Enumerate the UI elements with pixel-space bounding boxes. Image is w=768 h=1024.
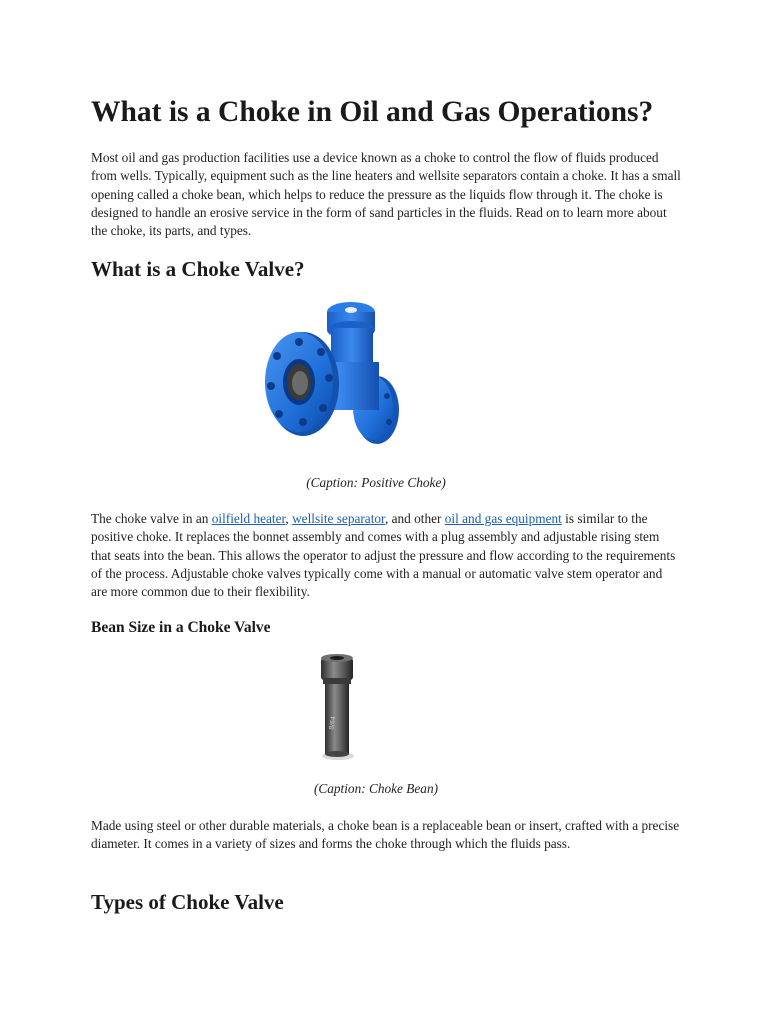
svg-text:8/64: 8/64 [328,715,338,731]
intro-paragraph: Most oil and gas production facilities use a device known as a choke to control the flow of fluids produced from wells. Typically, equipment such as the line heaters and wellsite separators contain a choke. It has a small opening called a choke bean, which helps to reduce the pressure as the liquids flow through it. The choke is designed to handle an erosive service in the form of sand particles in the fluids. Read on to learn more about the choke, its parts, and types. [91,150,681,239]
para-text: is similar to the positive choke. It replaces the bonnet assembly and comes with a plug assembly and adjustable rising stem that seats into the bean. This allows the operator to adjust the pressure and flow according to the requirements of the process. Adjustable choke valves typically come with a manual or automatic valve stem operator and are more common due to their flexibility. [91,511,676,600]
choke-bean-image [303,652,373,764]
section-heading-choke-valve: What is a Choke Valve? [91,257,305,281]
positive-choke-image [259,290,419,460]
caption-choke-bean: (Caption: Choke Bean) [313,781,439,796]
para-text: The choke valve in an [91,511,212,526]
subsection-heading-bean-size: Bean Size in a Choke Valve [91,619,271,636]
para-text: , [285,511,293,526]
page-title: What is a Choke in Oil and Gas Operations? [91,96,654,128]
link-oilfield-heater[interactable]: oilfield heater [211,511,286,526]
link-wellsite-separator[interactable]: wellsite separator [292,511,385,526]
choke-bean-paragraph: Made using steel or other durable materials, a choke bean is a replaceable bean or insert, crafted with a precise diameter. It comes in a variety of sizes and forms the choke through which the fluids pass. [91,818,680,852]
para-text: , and other [384,511,445,526]
choke-valve-paragraph [91,510,681,601]
link-oil-gas-equipment[interactable]: oil and gas equipment [444,511,562,526]
caption-positive-choke: (Caption: Positive Choke) [306,475,446,490]
section-heading-types: Types of Choke Valve [91,890,284,914]
